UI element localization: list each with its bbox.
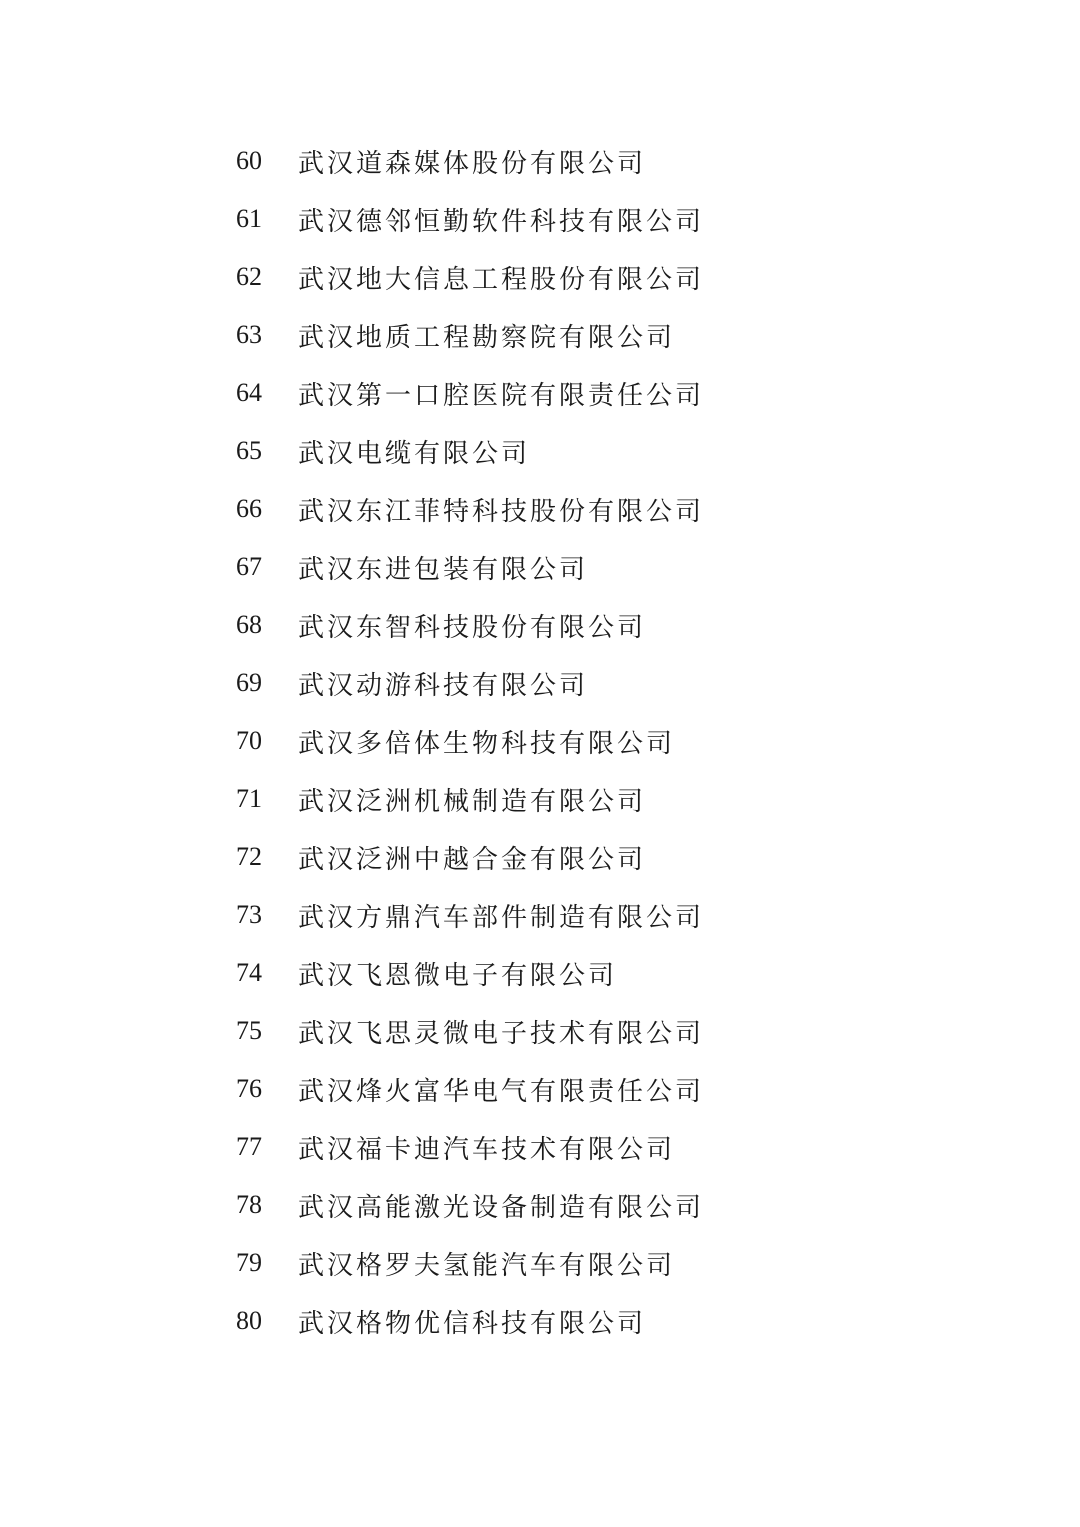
company-name: 武汉泛洲中越合金有限公司 <box>298 844 647 875</box>
item-number: 66 <box>236 494 262 523</box>
item-number: 67 <box>236 552 262 581</box>
company-name: 武汉格物优信科技有限公司 <box>298 1308 647 1339</box>
list-item <box>236 712 996 770</box>
company-name: 武汉多倍体生物科技有限公司 <box>298 728 676 759</box>
item-number: 73 <box>236 900 262 929</box>
company-name: 武汉第一口腔医院有限责任公司 <box>298 380 705 411</box>
list-item <box>236 248 996 306</box>
list-item <box>236 1176 996 1234</box>
item-number: 61 <box>236 204 262 233</box>
item-number: 70 <box>236 726 262 755</box>
list-item <box>236 944 996 1002</box>
company-name: 武汉方鼎汽车部件制造有限公司 <box>298 902 705 933</box>
item-number: 76 <box>236 1074 262 1103</box>
item-number: 75 <box>236 1016 262 1045</box>
item-number: 65 <box>236 436 262 465</box>
company-list <box>236 132 996 1350</box>
list-item <box>236 422 996 480</box>
item-number: 64 <box>236 378 262 407</box>
company-name: 武汉东智科技股份有限公司 <box>298 612 647 643</box>
company-name: 武汉地质工程勘察院有限公司 <box>298 322 676 353</box>
company-name: 武汉德邻恒勤软件科技有限公司 <box>298 206 705 237</box>
item-number: 79 <box>236 1248 262 1277</box>
list-item <box>236 1118 996 1176</box>
company-name: 武汉电缆有限公司 <box>298 438 531 469</box>
company-name: 武汉动游科技有限公司 <box>298 670 589 701</box>
list-item <box>236 364 996 422</box>
list-item <box>236 770 996 828</box>
company-name: 武汉道森媒体股份有限公司 <box>298 148 647 179</box>
list-item <box>236 480 996 538</box>
item-number: 77 <box>236 1132 262 1161</box>
list-item <box>236 828 996 886</box>
company-name: 武汉格罗夫氢能汽车有限公司 <box>298 1250 676 1281</box>
company-name: 武汉东江菲特科技股份有限公司 <box>298 496 705 527</box>
list-item <box>236 596 996 654</box>
list-item <box>236 306 996 364</box>
company-name: 武汉飞思灵微电子技术有限公司 <box>298 1018 705 1049</box>
company-name: 武汉飞恩微电子有限公司 <box>298 960 618 991</box>
item-number: 74 <box>236 958 262 987</box>
item-number: 71 <box>236 784 262 813</box>
item-number: 69 <box>236 668 262 697</box>
list-item <box>236 538 996 596</box>
item-number: 72 <box>236 842 262 871</box>
company-name: 武汉泛洲机械制造有限公司 <box>298 786 647 817</box>
list-item <box>236 1060 996 1118</box>
list-item <box>236 886 996 944</box>
item-number: 80 <box>236 1306 262 1335</box>
list-item <box>236 1292 996 1350</box>
item-number: 68 <box>236 610 262 639</box>
item-number: 62 <box>236 262 262 291</box>
list-item <box>236 132 996 190</box>
list-item <box>236 1002 996 1060</box>
list-item <box>236 1234 996 1292</box>
company-name: 武汉地大信息工程股份有限公司 <box>298 264 705 295</box>
company-name: 武汉福卡迪汽车技术有限公司 <box>298 1134 676 1165</box>
list-item <box>236 654 996 712</box>
company-name: 武汉东进包装有限公司 <box>298 554 589 585</box>
company-name: 武汉高能激光设备制造有限公司 <box>298 1192 705 1223</box>
item-number: 60 <box>236 146 262 175</box>
item-number: 63 <box>236 320 262 349</box>
item-number: 78 <box>236 1190 262 1219</box>
company-name: 武汉烽火富华电气有限责任公司 <box>298 1076 705 1107</box>
list-item <box>236 190 996 248</box>
